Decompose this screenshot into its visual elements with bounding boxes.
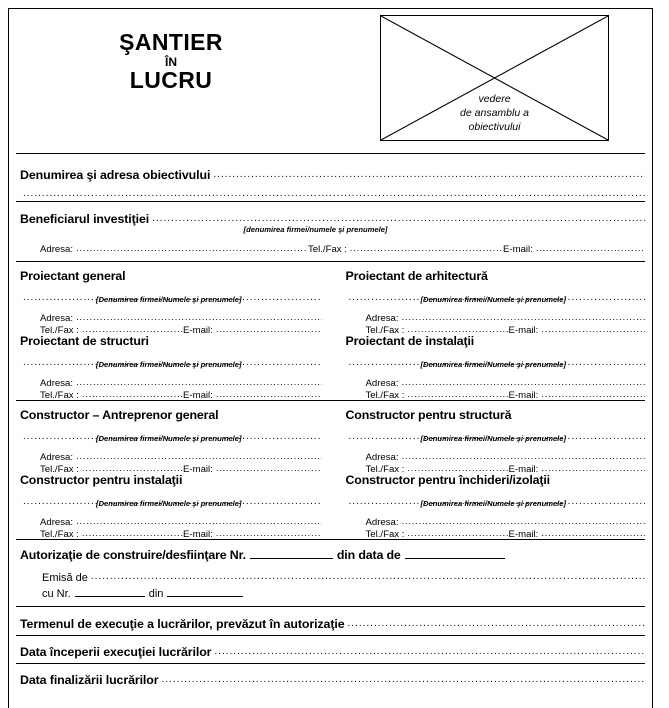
divider-above-start-date bbox=[16, 635, 645, 636]
deadlines-section bbox=[16, 612, 645, 687]
party-title: Constructor pentru instalaţii bbox=[20, 473, 183, 487]
party-address-label: Adresa: bbox=[365, 313, 399, 324]
party-email-label: E-mail: bbox=[508, 325, 539, 336]
authorization-issued-input[interactable] bbox=[88, 565, 645, 581]
authorization-din-input[interactable] bbox=[167, 585, 243, 597]
party-phone-input[interactable] bbox=[404, 382, 508, 398]
party-block-proiectant-structuri bbox=[16, 334, 322, 401]
party-phone-label: Tel./Fax : bbox=[365, 529, 405, 540]
objective-row-continuation bbox=[16, 182, 645, 195]
beneficiary-email-label: E-mail: bbox=[503, 244, 533, 255]
beneficiary-address-label: Adresa: bbox=[40, 244, 74, 255]
party-address-label: Adresa: bbox=[40, 452, 74, 463]
party-title: Constructor pentru structură bbox=[345, 408, 512, 422]
party-block-constructor-structura bbox=[342, 408, 646, 475]
objective-section bbox=[16, 159, 645, 195]
caption-line-1: vedere bbox=[478, 93, 511, 106]
party-phone-label: Tel./Fax : bbox=[40, 529, 79, 540]
execution-term-label: Termenul de execuţie a lucrărilor, prevăzut în autorizaţie bbox=[20, 617, 345, 631]
party-hint: [Denumirea firmei/Numele şi prenumele] bbox=[95, 499, 242, 508]
party-address-label: Adresa: bbox=[40, 313, 74, 324]
beneficiary-section bbox=[16, 207, 645, 255]
party-phone-label: Tel./Fax : bbox=[365, 390, 405, 401]
party-title: Proiectant de structuri bbox=[20, 334, 149, 348]
party-title: Constructor – Antreprenor general bbox=[20, 408, 219, 422]
page-title bbox=[76, 31, 266, 93]
party-block-constructor-instalatii bbox=[16, 473, 322, 540]
party-name-input[interactable] bbox=[346, 286, 646, 302]
party-address-label: Adresa: bbox=[365, 517, 399, 528]
party-address-label: Adresa: bbox=[365, 378, 399, 389]
divider-above-beneficiary bbox=[16, 201, 645, 202]
title-line-in: ÎN bbox=[165, 54, 177, 69]
party-email-label: E-mail: bbox=[183, 390, 213, 401]
party-email-label: E-mail: bbox=[508, 390, 539, 401]
party-email-input[interactable] bbox=[538, 317, 645, 333]
party-title: Proiectant de arhitectură bbox=[345, 269, 488, 283]
execution-term-row bbox=[20, 612, 645, 631]
party-block-constructor-inchideri-izolatii bbox=[342, 473, 646, 540]
party-phone-input[interactable] bbox=[404, 521, 508, 537]
party-name-input[interactable] bbox=[346, 425, 646, 441]
objective-row bbox=[16, 163, 645, 182]
party-name-input[interactable] bbox=[20, 286, 322, 302]
party-phone-label: Tel./Fax : bbox=[40, 325, 79, 336]
party-name-input[interactable] bbox=[346, 490, 646, 506]
party-phone-input[interactable] bbox=[79, 521, 183, 537]
party-block-proiectant-instalatii bbox=[342, 334, 646, 401]
start-date-input[interactable] bbox=[211, 640, 645, 656]
header bbox=[16, 9, 645, 147]
party-hint: [Denumirea firmei/Numele şi prenumele] bbox=[95, 295, 242, 304]
authorization-date-label: din data de bbox=[336, 548, 401, 562]
authorization-din-label: din bbox=[148, 588, 164, 600]
caption-line-3: obiectivului bbox=[468, 121, 521, 134]
party-email-input[interactable] bbox=[213, 456, 322, 472]
party-email-label: E-mail: bbox=[508, 529, 539, 540]
party-email-input[interactable] bbox=[213, 382, 322, 398]
beneficiary-phone-label: Tel./Fax : bbox=[308, 244, 347, 255]
authorization-section bbox=[16, 547, 645, 600]
authorization-issued-label: Emisă de bbox=[42, 572, 88, 584]
constructors-section bbox=[16, 406, 645, 540]
party-hint: [Denumirea firmei/Numele şi prenumele] bbox=[420, 499, 567, 508]
party-phone-label: Tel./Fax : bbox=[40, 464, 79, 475]
party-hint: [Denumirea firmei/Numele şi prenumele] bbox=[420, 295, 567, 304]
party-block-proiectant-general bbox=[16, 269, 322, 336]
party-address-label: Adresa: bbox=[40, 517, 74, 528]
party-email-label: E-mail: bbox=[183, 464, 213, 475]
authorization-label: Autorizaţie de construire/desfiinţare Nr. bbox=[20, 548, 246, 562]
beneficiary-contact-row bbox=[16, 236, 645, 255]
party-title: Proiectant general bbox=[20, 269, 126, 283]
authorization-with-nr-input[interactable] bbox=[75, 585, 145, 597]
party-name-input[interactable] bbox=[346, 351, 646, 367]
authorization-issuer-block bbox=[20, 565, 645, 600]
divider-above-objective bbox=[16, 153, 645, 154]
beneficiary-row bbox=[16, 207, 645, 226]
beneficiary-hint: [denumirea firmei/numele şi prenumele] bbox=[243, 225, 388, 234]
party-name-input[interactable] bbox=[20, 351, 322, 367]
party-email-label: E-mail: bbox=[183, 529, 213, 540]
designers-section bbox=[16, 267, 645, 401]
party-title: Constructor pentru închideri/izolaţii bbox=[345, 473, 550, 487]
party-phone-label: Tel./Fax : bbox=[40, 390, 79, 401]
authorization-issued-row bbox=[42, 565, 645, 584]
beneficiary-input[interactable] bbox=[149, 207, 645, 223]
authorization-date-input[interactable] bbox=[405, 547, 505, 559]
party-phone-label: Tel./Fax : bbox=[365, 464, 405, 475]
party-hint: [Denumirea firmei/Numele şi prenumele] bbox=[420, 434, 567, 443]
party-address-label: Adresa: bbox=[365, 452, 399, 463]
party-phone-input[interactable] bbox=[404, 456, 508, 472]
authorization-main-row bbox=[20, 547, 645, 562]
divider-above-deadlines bbox=[16, 606, 645, 607]
beneficiary-address-input[interactable] bbox=[73, 236, 308, 252]
party-email-input[interactable] bbox=[213, 521, 322, 537]
party-hint: [Denumirea firmei/Numele şi prenumele] bbox=[95, 360, 242, 369]
authorization-with-nr-label: cu Nr. bbox=[42, 588, 71, 600]
party-email-input[interactable] bbox=[538, 382, 645, 398]
divider-above-end-date bbox=[16, 663, 645, 664]
party-name-input[interactable] bbox=[20, 490, 322, 506]
party-phone-input[interactable] bbox=[79, 317, 183, 333]
divider-above-designers bbox=[16, 261, 645, 262]
party-phone-input[interactable] bbox=[79, 382, 183, 398]
party-hint: [Denumirea firmei/Numele şi prenumele] bbox=[95, 434, 242, 443]
title-line-santier: ŞANTIER bbox=[119, 29, 223, 55]
party-email-label: E-mail: bbox=[508, 464, 539, 475]
board-frame bbox=[8, 8, 653, 708]
authorization-secondary-number-row bbox=[42, 585, 645, 600]
party-hint: [Denumirea firmei/Numele şi prenumele] bbox=[420, 360, 567, 369]
party-name-input[interactable] bbox=[20, 425, 322, 441]
party-phone-input[interactable] bbox=[404, 317, 508, 333]
start-date-label: Data începerii execuţiei lucrărilor bbox=[20, 645, 212, 659]
party-phone-label: Tel./Fax : bbox=[365, 325, 405, 336]
caption-line-2: de ansamblu a bbox=[460, 107, 529, 120]
party-phone-input[interactable] bbox=[79, 456, 183, 472]
end-date-row bbox=[20, 668, 645, 687]
beneficiary-label: Beneficiarul investiţiei bbox=[20, 212, 150, 226]
execution-term-input[interactable] bbox=[345, 612, 646, 628]
objective-input-line2[interactable] bbox=[20, 182, 645, 198]
end-date-label: Data finalizării lucrărilor bbox=[20, 673, 159, 687]
title-line-lucru: LUCRU bbox=[129, 67, 213, 94]
party-email-input[interactable] bbox=[538, 521, 645, 537]
party-title: Proiectant de instalaţii bbox=[345, 334, 475, 348]
overview-image-placeholder bbox=[380, 15, 609, 141]
overview-image-caption bbox=[381, 93, 608, 135]
authorization-number-input[interactable] bbox=[250, 547, 333, 559]
party-block-constructor-antreprenor-general bbox=[16, 408, 322, 475]
party-email-label: E-mail: bbox=[183, 325, 213, 336]
party-address-label: Adresa: bbox=[40, 378, 74, 389]
party-email-input[interactable] bbox=[213, 317, 322, 333]
objective-label: Denumirea şi adresa obiectivului bbox=[20, 168, 211, 182]
end-date-input[interactable] bbox=[158, 668, 645, 684]
objective-input[interactable] bbox=[210, 163, 645, 179]
beneficiary-email-input[interactable] bbox=[533, 236, 645, 252]
start-date-row bbox=[20, 640, 645, 659]
party-block-proiectant-arhitectura bbox=[342, 269, 646, 336]
party-email-input[interactable] bbox=[538, 456, 645, 472]
beneficiary-phone-input[interactable] bbox=[347, 236, 503, 252]
